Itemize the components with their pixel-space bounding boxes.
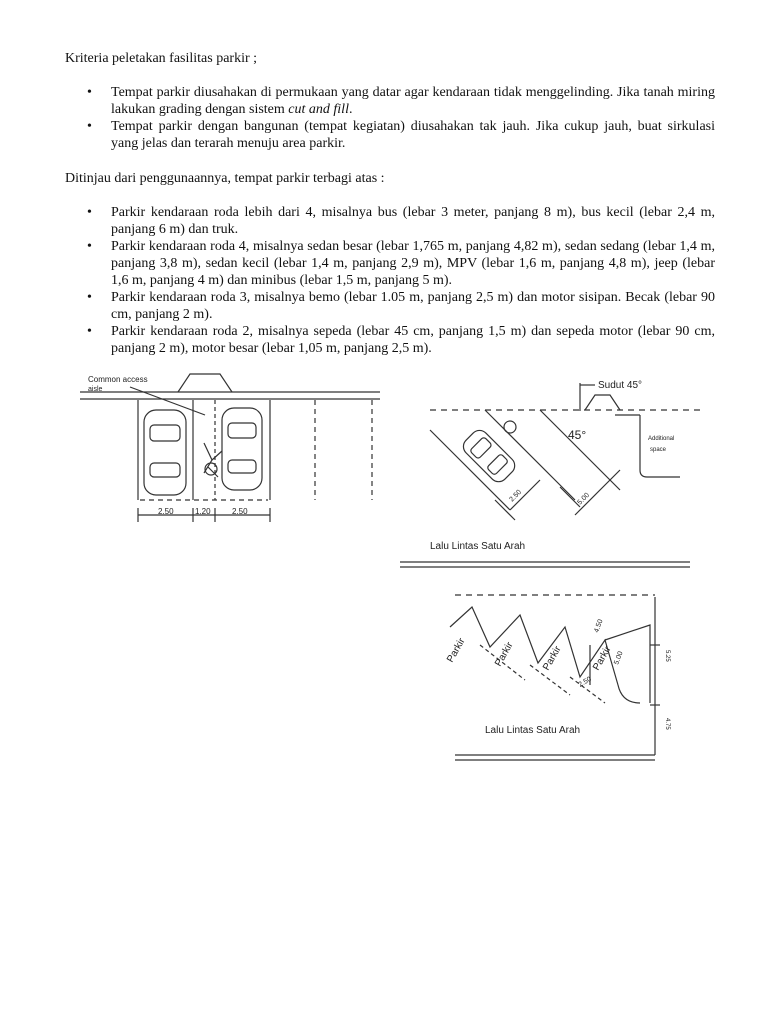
additional-space-label: space (650, 447, 667, 453)
dim-label: 2.50 (577, 675, 593, 689)
dim-label: 5.00 (613, 650, 625, 666)
criteria-list (65, 84, 715, 152)
caption: Lalu Lintas Satu Arah (430, 541, 526, 552)
additional-space-label: Additional (648, 436, 675, 442)
list-item: • Parkir kendaraan roda 4, misalnya sedan besar (lebar 1,765 m, panjang 4,82 m), sedan sedang (lebar 1,4 m, panjang 3,8 m), sedan kecil (lebar 1,4 m, panjang 2,9 m), MPV (lebar 1,6 m, panjang 4,8 m), jeep (lebar 1,6 m, panjang 4 m) dan minibus (lebar 1,5 m, panjang 5 m). (65, 238, 715, 289)
list-item: • Parkir kendaraan roda lebih dari 4, misalnya bus (lebar 3 meter, panjang 8 m), bus kecil (lebar 2,4 m, panjang 6 m) dan truk. (65, 204, 715, 238)
aisle-label: aisle (88, 386, 103, 393)
emphasis-text: cut and fill (288, 102, 349, 117)
dim-label: 2.50 (508, 488, 524, 504)
dim-label: 5.25 (664, 650, 670, 662)
stall-label: Parkir (493, 640, 516, 669)
common-access-label: Common access (88, 375, 148, 384)
section-heading-criteria: Kriteria peletakan fasilitas parkir ; (65, 51, 258, 66)
list-item: • Tempat parkir dengan bangunan (tempat kegiatan) diusahakan tak jauh. Jika cukup jauh, buat sirkulasi yang jelas dan terarah menuju area parkir. (65, 118, 715, 152)
dim-label: 2.50 (232, 507, 248, 516)
stall-label: Parkir (445, 636, 468, 665)
stall-label: Parkir (591, 644, 614, 673)
dim-label: 4.50 (593, 618, 605, 634)
dim-label: 2.50 (158, 507, 174, 516)
dim-label: 5.00 (576, 491, 592, 507)
figure-perpendicular-parking (80, 365, 380, 530)
caption: Lalu Lintas Satu Arah (485, 725, 581, 736)
usage-list (65, 204, 715, 357)
angle-heading: Sudut 45° (598, 380, 643, 391)
figure-45-degree-parking (400, 375, 700, 575)
figure-angled-parking (440, 585, 685, 770)
dim-label: 1.20 (195, 507, 211, 516)
stall-label: Parkir (541, 644, 564, 673)
dim-label: 4.75 (664, 718, 670, 730)
angle-value: 45° (568, 428, 587, 442)
section-heading-usage: Ditinjau dari penggunaannya, tempat parkir terbagi atas : (65, 171, 385, 186)
list-item: • Tempat parkir diusahakan di permukaan yang datar agar kendaraan tidak menggelinding. Jika tanah miring lakukan grading dengan sistem cut and fill. (65, 84, 715, 118)
text-body (65, 50, 715, 357)
list-item: • Parkir kendaraan roda 3, misalnya bemo (lebar 1.05 m, panjang 2,5 m) dan motor sisipan. Becak (lebar 90 cm, panjang 2 m). (65, 289, 715, 323)
list-item: • Parkir kendaraan roda 2, misalnya sepeda (lebar 45 cm, panjang 1,5 m) dan sepeda motor (lebar 90 cm, panjang 2 m), motor besar (lebar 1,05 m, panjang 2,5 m). (65, 323, 715, 357)
